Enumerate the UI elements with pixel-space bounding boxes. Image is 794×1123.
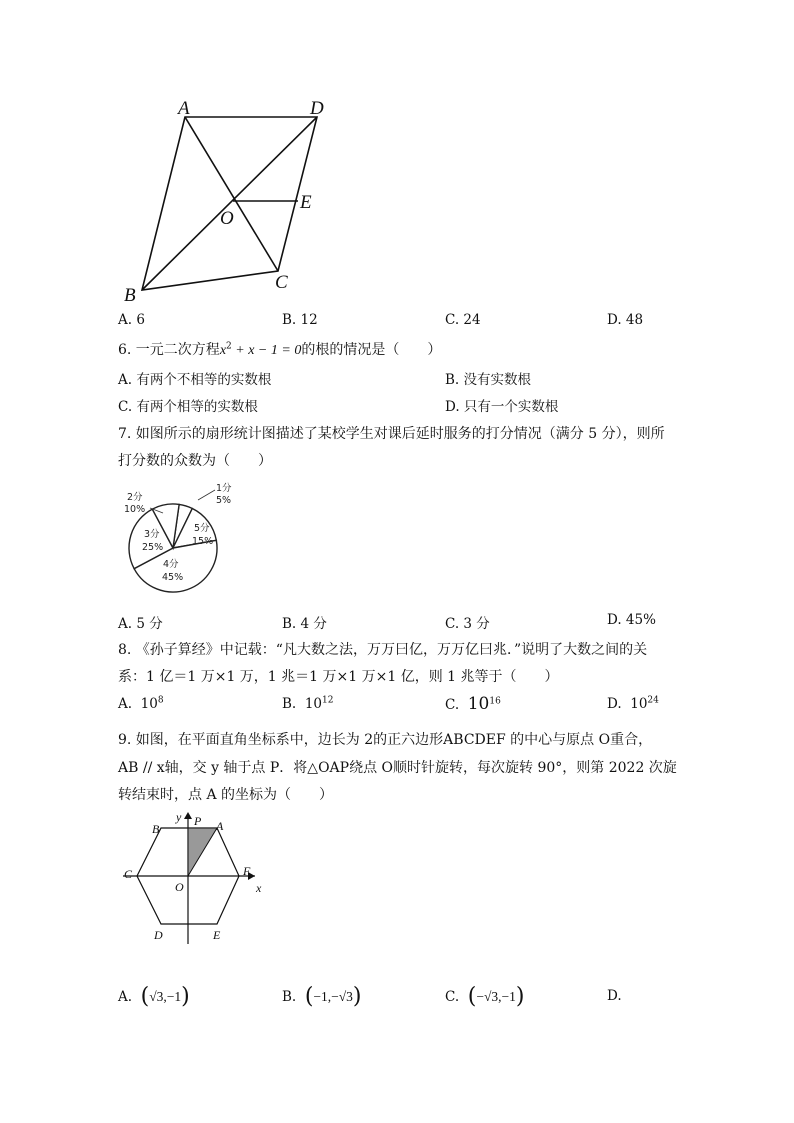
label-o: O [220,208,234,229]
y-axis-arrow [184,812,192,819]
label-c: C [275,272,288,293]
q8-option-b: B. $10^{12}$ [282,695,334,712]
q9-option-a: A. (√3,−1) [118,984,190,1009]
pie-label-5-score: 5分 [194,523,210,534]
q9-option-c: C. (−√3,−1) [445,984,525,1009]
hexagon-figure [115,808,275,948]
triangle-oap [188,828,217,876]
q9-option-b: B. (−1,−√3) [282,984,362,1009]
label-e: E [300,192,312,213]
label-b: B [124,285,136,306]
rhombus-figure [110,90,350,310]
q6-option-b: B. 没有实数根 [445,372,532,388]
q7-option-b: B. 4 分 [282,616,327,632]
label-d: D [154,928,163,942]
label-e: E [213,928,221,942]
q8-option-d: D. $10^{24}$ [607,695,659,712]
question-8-line-2: 系：1 亿＝1 万×1 万，1 兆＝1 万×1 万×1 亿，则 1 兆等于（ ） [118,669,559,685]
pie-label-1-score: 1分 [216,483,232,494]
q6-option-c: C. 有两个相等的实数根 [118,399,258,415]
label-o: O [175,880,184,894]
question-9-line-3: 转结束时，点 A 的坐标为（ ） [118,787,334,803]
pie-label-2-pct: 10% [124,504,146,515]
q9-option-d: D. [607,988,622,1004]
question-6: 6. 一元二次方程$x^2 + x - 1 = 0$的根的情况是（ ） [118,341,442,358]
label-c: C [124,867,133,881]
label-a: A [216,819,224,833]
pie-leader-1 [198,490,215,500]
q8-option-c: C. $10^{16}$ [445,694,501,714]
q6-option-d: D. 只有一个实数根 [445,399,559,415]
q7-option-a: A. 5 分 [118,616,163,632]
pie-label-3-pct: 25% [142,542,164,553]
label-d: D [310,98,324,119]
q5-option-d: D. 48 [607,312,644,328]
label-p: P [194,814,202,828]
label-y: y [176,810,182,824]
question-7-line-2: 打分数的众数为（ ） [118,453,272,469]
diagonal-ac [185,117,278,271]
label-a: A [178,98,190,119]
q7-option-d: D. 45% [607,612,656,628]
pie-label-4-pct: 45% [162,572,184,583]
pie-label-3-score: 3分 [144,529,160,540]
q5-option-a: A. 6 [118,312,145,328]
pie-label-4-score: 4分 [163,559,179,570]
question-9-line-1: 9. 如图，在平面直角坐标系中，边长为 2的正六边形ABCDEF 的中心与原点 O重合， [118,732,653,748]
q8-option-a: A. $10^8$ [118,695,164,712]
pie-chart [118,478,238,608]
pie-label-2-score: 2分 [127,492,143,503]
q5-option-b: B. 12 [282,312,318,328]
pie-label-1-pct: 5% [216,495,232,506]
pie-label-5-pct: 15% [192,536,214,547]
q6-option-a: A. 有两个不相等的实数根 [118,372,272,388]
q5-option-c: C. 24 [445,312,481,328]
diagonal-bd [142,117,317,290]
question-7-line-1: 7. 如图所示的扇形统计图描述了某校学生对课后延时服务的打分情况（满分 5 分），则所 [118,426,665,442]
label-b: B [152,822,160,836]
question-8-line-1: 8. 《孙子算经》中记载：“凡大数之法，万万曰亿，万万亿曰兆．”说明了大数之间的关 [118,642,648,658]
label-x: x [256,881,262,895]
label-f: F [243,864,251,878]
question-9-line-2: AB // x轴，交 y 轴于点 P．将△OAP绕点 O顺时针旋转，每次旋转 90°，则第 2022 次旋 [118,760,677,776]
q7-option-c: C. 3 分 [445,616,490,632]
